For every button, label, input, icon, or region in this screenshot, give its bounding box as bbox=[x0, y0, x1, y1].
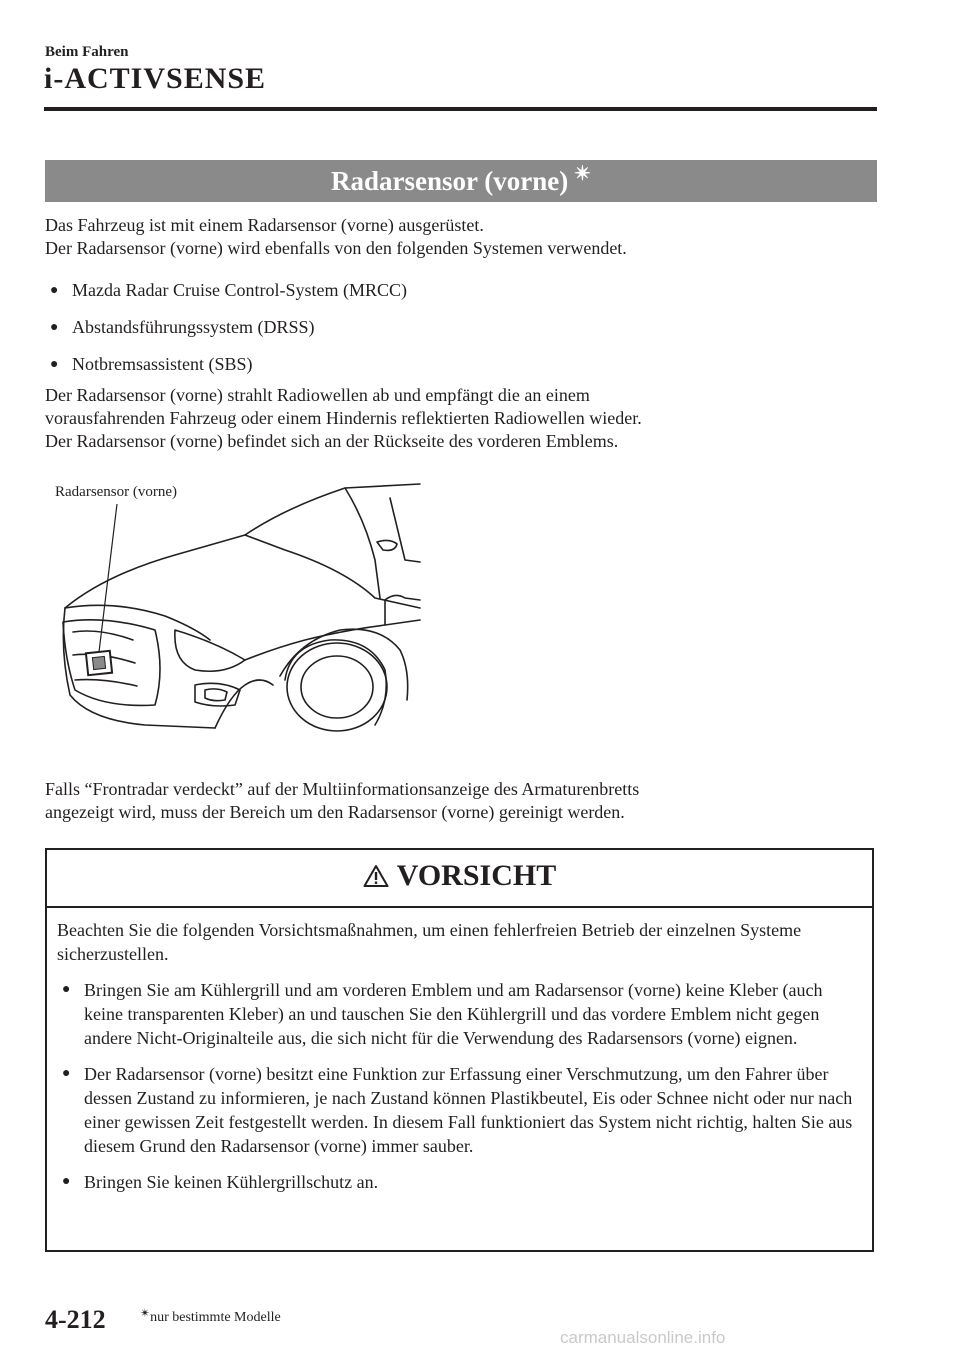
footnote bbox=[140, 1306, 281, 1326]
description-line: Der Radarsensor (vorne) strahlt Radiowellen ab und empfängt die an einem bbox=[45, 385, 590, 405]
footnote-text: nur bestimmte Modelle bbox=[150, 1310, 281, 1325]
optional-feature-star-icon: ✴ bbox=[574, 162, 591, 185]
description-paragraph bbox=[45, 384, 875, 453]
intro-line: Der Radarsensor (vorne) wird ebenfalls von den folgenden Systemen verwendet. bbox=[45, 238, 627, 258]
optional-feature-star-icon: ✴ bbox=[140, 1306, 151, 1320]
car-illustration bbox=[45, 480, 425, 742]
bullet-icon: ● bbox=[62, 982, 71, 997]
caution-list bbox=[57, 978, 862, 1194]
caution-box bbox=[45, 848, 874, 1252]
intro-line: Das Fahrzeug ist mit einem Radarsensor (vorne) ausgerüstet. bbox=[45, 215, 484, 235]
after-figure-paragraph bbox=[45, 778, 875, 824]
figure-label: Radarsensor (vorne) bbox=[55, 484, 178, 500]
page-number: 4-212 bbox=[45, 1305, 106, 1334]
systems-list bbox=[45, 279, 875, 390]
section-heading bbox=[45, 160, 877, 202]
bullet-icon: ● bbox=[50, 283, 59, 298]
list-item: ● Mazda Radar Cruise Control-System (MRCC) bbox=[50, 280, 407, 300]
caution-title: VORSICHT bbox=[396, 859, 557, 892]
list-item: ● Der Radarsensor (vorne) besitzt eine Funktion zur Erfassung einer Verschmutzung, um den Fahrer über dessen Zustand zu informieren, je nach Zustand können Plastikbeutel, Eis oder Schnee nicht oder nur nach einer gewissen Zeit festgestellt werden. In diesem Fall funktioniert das System nicht richtig, halten Sie aus diesem Grund den Radarsensor (vorne) immer sauber. bbox=[62, 1064, 853, 1156]
caution-header bbox=[47, 850, 872, 902]
bullet-icon: ● bbox=[50, 320, 59, 335]
chapter-title: i-ACTIVSENSE bbox=[44, 62, 267, 95]
list-item: ● Notbremsassistent (SBS) bbox=[50, 354, 253, 374]
intro-paragraph bbox=[45, 214, 875, 260]
warning-triangle-icon bbox=[363, 864, 389, 888]
after-figure-line: Falls “Frontradar verdeckt” auf der Multiinformationsanzeige des Armaturenbretts bbox=[45, 779, 640, 799]
heading-title: Radarsensor (vorne) bbox=[331, 165, 569, 196]
list-item: ● Bringen Sie am Kühlergrill und am vorderen Emblem und am Radarsensor (vorne) keine Kleber (auch keine transparenten Kleber) an und tauschen Sie den Kühlergrill und das vordere Emblem nicht gegen andere Nicht-Originalteile aus, die sich nicht für die Verwendung des Radarsensors (vorne) eignen. bbox=[62, 980, 823, 1048]
after-figure-line: angezeigt wird, muss der Bereich um den Radarsensor (vorne) gereinigt werden. bbox=[45, 802, 625, 822]
bullet-icon: ● bbox=[62, 1174, 71, 1189]
description-line: Der Radarsensor (vorne) befindet sich an der Rückseite des vorderen Emblems. bbox=[45, 431, 619, 451]
description-line: vorausfahrenden Fahrzeug oder einem Hindernis reflektierten Radiowellen wieder. bbox=[45, 408, 642, 428]
bullet-icon: ● bbox=[62, 1066, 71, 1081]
caution-divider bbox=[47, 906, 872, 908]
bullet-icon: ● bbox=[50, 357, 59, 372]
list-item: ● Bringen Sie keinen Kühlergrillschutz an. bbox=[62, 1172, 379, 1192]
caution-intro: Beachten Sie die folgenden Vorsichtsmaßnahmen, um einen fehlerfreien Betrieb der einzelnen Systeme sicherzustellen. bbox=[57, 920, 802, 964]
list-item: ● Abstandsführungssystem (DRSS) bbox=[50, 317, 315, 337]
section-label: Beim Fahren bbox=[45, 44, 129, 60]
watermark: carmanualsonline.info bbox=[560, 1328, 726, 1347]
caution-body bbox=[57, 910, 862, 1206]
header-rule bbox=[44, 107, 877, 111]
